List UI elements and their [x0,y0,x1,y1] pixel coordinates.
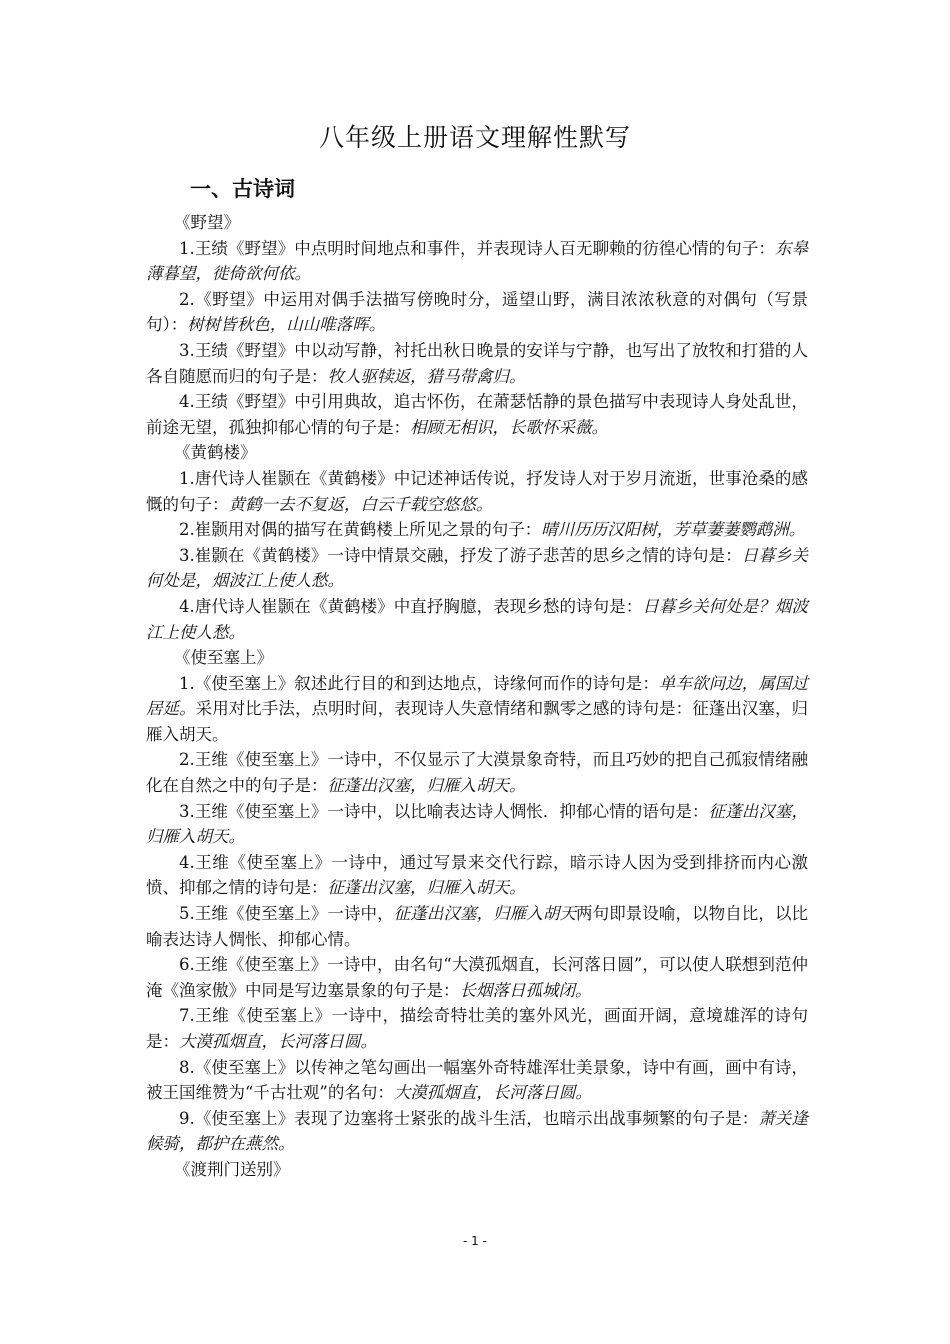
question-item [146,517,808,543]
question-item [146,338,808,389]
answer-text: 日暮乡关何处是，烟波江上使人愁。 [146,545,809,591]
question-item [146,389,808,440]
question-item [146,1003,808,1054]
question-item [146,747,808,798]
page-title: 八年级上册语文理解性默写 [318,123,631,152]
poem-title: 《野望》 [174,213,240,232]
poem-title: 《使至塞上》 [174,648,273,668]
question-text: 1.《使至塞上》叙述此行目的和到达地点，诗缘何而作的诗句是： [179,673,659,693]
answer-text: 黄鹤一去不复返，白云千载空悠悠。 [228,494,493,514]
question-item [146,952,808,1003]
question-item [146,850,808,901]
answer-text: 征蓬出汉塞，归雁入胡天。 [327,776,526,796]
question-item [146,466,808,517]
question-continuation: 两句即景设喻，以物自比，以比喻表达诗人惆怅、抑郁心情。 [146,904,809,949]
question-continuation: 采用对比手法，点明时间，表现诗人失意情绪和飘零之感的诗句是：征蓬出汉塞，归雁入胡天。 [146,699,809,744]
answer-text: 大漠孤烟直，长河落日圆。 [393,1083,592,1103]
answer-text: 牧人驱犊返，猎马带禽归。 [327,366,526,386]
question-text: 5.王维《使至塞上》一诗中， [179,904,394,924]
answer-text: 日暮乡关何处是？烟波江上使人愁。 [146,596,808,642]
question-text: 3.王绩《野望》中以动写静，衬托出秋日晚景的安详与宁静，也写出了放牧和打猎的人各自随愿而归的句子是： [146,340,808,386]
answer-text: 晴川历历汉阳树，芳草萋萋鹦鹉洲。 [541,520,806,540]
question-text: 3.崔颢在《黄鹤楼》一诗中情景交融，抒发了游子悲苦的思乡之情的诗句是： [179,545,742,565]
question-text: 1.唐代诗人崔颢在《黄鹤楼》中记述神话传说，抒发诗人对于岁月流逝，世事沧桑的感慨的句子： [146,468,808,514]
question-item [146,1106,808,1157]
answer-text: 征蓬出汉塞，归雁入胡天 [393,904,577,924]
question-item [146,901,808,952]
answer-text: 树树皆秋色，山山唯落晖。 [187,315,386,335]
question-item [146,671,808,748]
document-body [146,210,808,1183]
question-text: 4.王绩《野望》中引用典故，追古怀伤，在萧瑟恬静的景色描写中表现诗人身处乱世，前途无望，孤独抑郁心情的句子是： [146,392,808,437]
question-text: 2.崔颢用对偶的描写在黄鹤楼上所见之景的句子： [179,520,542,540]
poem-title: 《黄鹤楼》 [174,443,257,463]
answer-text: 东皋薄暮望，徙倚欲何依。 [146,238,808,284]
question-item [146,1055,808,1106]
question-item [146,287,808,338]
answer-text: 大漠孤烟直，长河落日圆。 [179,1032,377,1051]
question-item [146,236,808,287]
answer-text: 征蓬出汉塞，归雁入胡天。 [146,801,808,847]
answer-text: 相顾无相识，长歌怀采薇。 [410,417,608,437]
answer-text: 单车欲问边，属国过居延。 [146,673,809,719]
question-item [146,594,808,645]
answer-text: 征蓬出汉塞，归雁入胡天。 [327,878,526,898]
question-text: 8.《使至塞上》以传神之笔勾画出一幅塞外奇特雄浑壮美景象，诗中有画，画中有诗，被王国维赞为“千古壮观”的名句： [146,1057,808,1103]
question-text: 4.唐代诗人崔颢在《黄鹤楼》中直抒胸臆，表现乡愁的诗句是： [179,596,643,616]
answer-text: 萧关逢候骑，都护在燕然。 [146,1108,808,1154]
question-item [146,799,808,850]
question-text: 7.王维《使至塞上》一诗中，描绘奇特壮美的塞外风光，画面开阔，意境雄浑的诗句是： [146,1006,808,1051]
answer-text: 长烟落日孤城闭。 [459,980,592,1000]
section-heading: 一、古诗词 [190,177,295,201]
page-number: - 1 - [463,1234,487,1248]
poem-title: 《渡荆门送别》 [174,1159,290,1179]
question-text: 2.王维《使至塞上》一诗中，不仅显示了大漠景象奇特，而且巧妙的把自己孤寂情绪融化在自然之中的句子是： [146,750,808,796]
question-text: 3.王维《使至塞上》一诗中，以比喻表达诗人惆怅．抑郁心情的语句是： [179,801,709,821]
question-text: 2.《野望》中运用对偶手法描写傍晚时分，遥望山野，满目浓浓秋意的对偶句（写景句）： [146,289,808,335]
question-text: 9.《使至塞上》表现了边塞将士紧张的战斗生活，也暗示出战事频繁的句子是： [179,1108,759,1128]
question-text: 1.王绩《野望》中点明时间地点和事件，并表现诗人百无聊赖的彷徨心情的句子： [179,238,775,258]
question-item [146,543,808,594]
question-text: 4.王维《使至塞上》一诗中，通过写景来交代行踪，暗示诗人因为受到排挤而内心激愤、抑郁之情的诗句是： [146,852,808,898]
question-text: 6.王维《使至塞上》一诗中，由名句“大漠孤烟直，长河落日圆”，可以使人联想到范仲淹《渔家傲》中同是写边塞景象的句子是： [146,955,808,1000]
